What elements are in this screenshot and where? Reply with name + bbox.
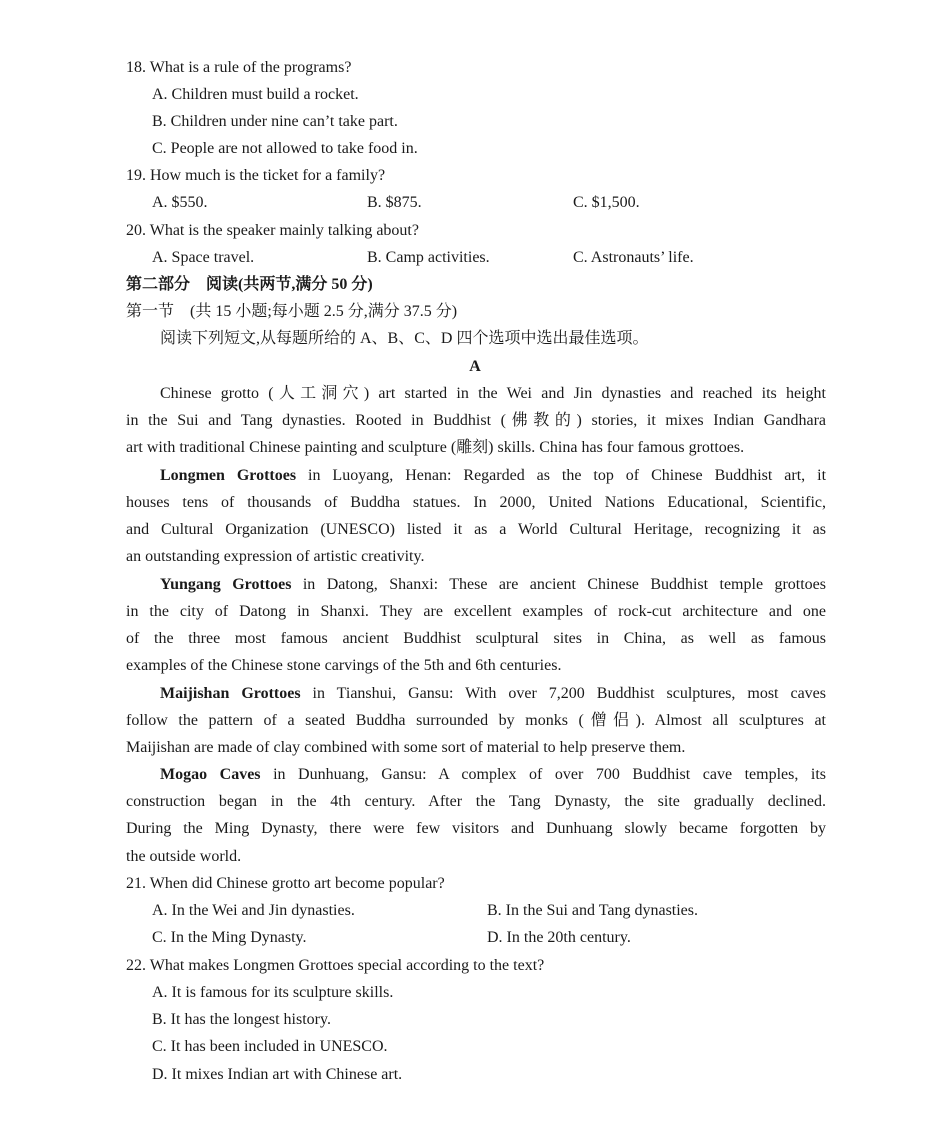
maijishan-heading: Maijishan Grottoes (160, 685, 301, 702)
longmen-line-2: houses tens of thousands of Buddha statues. In 2000, United Nations Educational, Scientific, (126, 494, 826, 511)
maijishan-line-1-text: in Tianshui, Gansu: With over 7,200 Buddhist sculptures, most caves (300, 685, 826, 702)
q20-option-a: A. Space travel. (152, 249, 255, 266)
q22-option-c: C. It has been included in UNESCO. (152, 1038, 388, 1055)
q19-option-c: C. $1,500. (573, 194, 640, 211)
q20-option-c: C. Astronauts’ life. (573, 249, 694, 266)
longmen-heading: Longmen Grottoes (160, 467, 297, 484)
maijishan-line-2: follow the pattern of a seated Buddha surrounded by monks (僧侣). Almost all sculptures at (126, 712, 826, 729)
q22-option-a: A. It is famous for its sculpture skills. (152, 984, 394, 1001)
yungang-heading: Yungang Grottoes (160, 576, 292, 593)
part2-title: 第二部分 阅读(共两节,满分 50 分) (126, 276, 373, 293)
mogao-line-3: During the Ming Dynasty, there were few visitors and Dunhuang slowly became forgotten by (126, 820, 826, 837)
longmen-line-4: an outstanding expression of artistic creativity. (126, 548, 425, 565)
section1-title: 第一节 (共 15 小题;每小题 2.5 分,满分 37.5 分) (126, 303, 458, 320)
yungang-line-3: of the three most famous ancient Buddhist sculptural sites in China, as well as famous (126, 630, 826, 647)
q19-stem: 19. How much is the ticket for a family? (126, 167, 386, 184)
mogao-heading: Mogao Caves (160, 766, 261, 783)
q21-option-d: D. In the 20th century. (487, 929, 631, 946)
reading-instruction: 阅读下列短文,从每题所给的 A、B、C、D 四个选项中选出最佳选项。 (160, 330, 649, 347)
intro-line-2: in the Sui and Tang dynasties. Rooted in Buddhist (佛教的) stories, it mixes Indian Gandhara (126, 412, 826, 429)
intro-line-1: Chinese grotto (人工洞穴) art started in the Wei and Jin dynasties and reached its height (160, 385, 826, 402)
q20-stem: 20. What is the speaker mainly talking about? (126, 222, 419, 239)
passage-label: A (469, 358, 481, 375)
q19-option-a: A. $550. (152, 194, 208, 211)
intro-line-3: art with traditional Chinese painting and sculpture (雕刻) skills. China has four famous grottoes. (126, 439, 745, 456)
maijishan-line-3: Maijishan are made of clay combined with some sort of material to help preserve them. (126, 739, 686, 756)
q21-stem: 21. When did Chinese grotto art become popular? (126, 875, 445, 892)
mogao-line-2: construction began in the 4th century. After the Tang Dynasty, the site gradually declined. (126, 793, 826, 810)
q20-option-b: B. Camp activities. (367, 249, 490, 266)
mogao-line-1-text: in Dunhuang, Gansu: A complex of over 700 Buddhist cave temples, its (260, 766, 827, 783)
yungang-line-2: in the city of Datong in Shanxi. They are excellent examples of rock-cut architecture and one (126, 603, 826, 620)
longmen-line-1-text: in Luoyang, Henan: Regarded as the top of Chinese Buddhist art, it (296, 467, 827, 484)
q21-option-a: A. In the Wei and Jin dynasties. (152, 902, 355, 919)
yungang-line-4: examples of the Chinese stone carvings of the 5th and 6th centuries. (126, 657, 562, 674)
yungang-line-1-text: in Datong, Shanxi: These are ancient Chinese Buddhist temple grottoes (291, 576, 826, 593)
q18-option-a: A. Children must build a rocket. (152, 86, 359, 103)
longmen-line-1 (160, 466, 826, 486)
q18-option-c: C. People are not allowed to take food in. (152, 140, 418, 157)
q18-stem: 18. What is a rule of the programs? (126, 59, 352, 76)
longmen-line-3: and Cultural Organization (UNESCO) listed it as a World Cultural Heritage, recognizing it as (126, 521, 826, 538)
q19-option-b: B. $875. (367, 194, 422, 211)
q18-option-b: B. Children under nine can’t take part. (152, 113, 398, 130)
q21-option-c: C. In the Ming Dynasty. (152, 929, 307, 946)
q21-option-b: B. In the Sui and Tang dynasties. (487, 902, 699, 919)
q22-option-b: B. It has the longest history. (152, 1011, 331, 1028)
yungang-line-1 (160, 575, 826, 595)
mogao-line-1 (160, 765, 826, 785)
q22-option-d: D. It mixes Indian art with Chinese art. (152, 1066, 403, 1083)
q22-stem: 22. What makes Longmen Grottoes special according to the text? (126, 957, 545, 974)
maijishan-line-1 (160, 684, 826, 704)
mogao-line-4: the outside world. (126, 848, 242, 865)
